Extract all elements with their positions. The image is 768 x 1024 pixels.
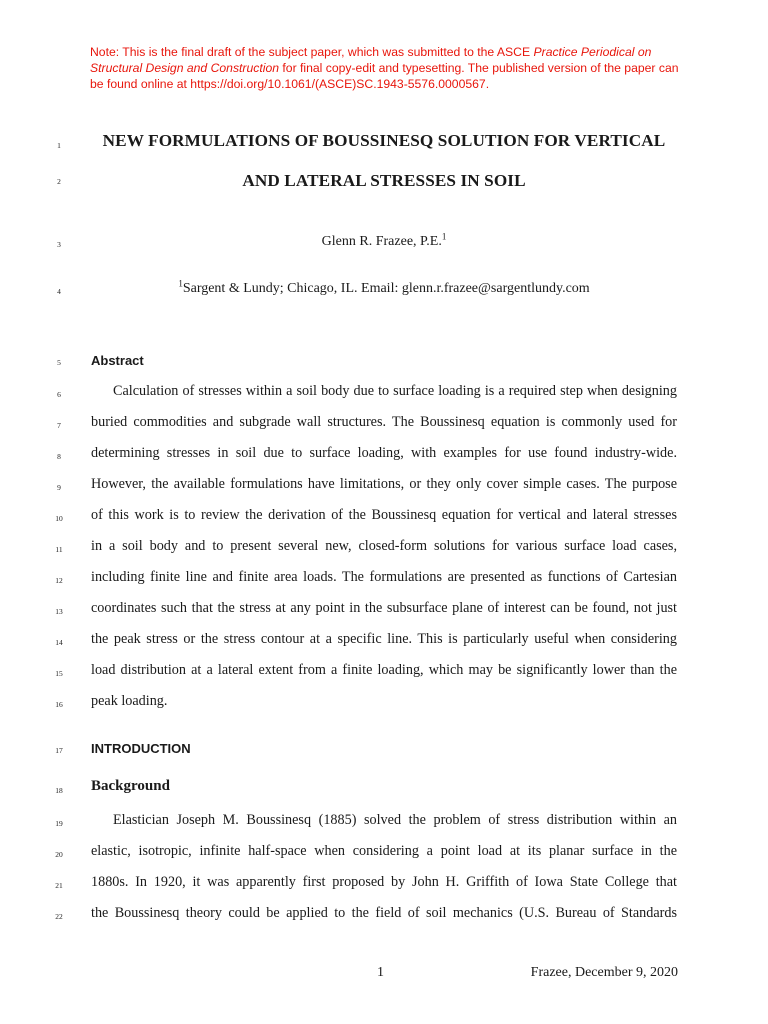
background-line: the Boussinesq theory could be applied to the field of soil mechanics (U.S. Bureau of Standards — [91, 905, 677, 921]
paper-title-line-1: NEW FORMULATIONS OF BOUSSINESQ SOLUTION FOR VERTICAL — [102, 131, 666, 150]
line-number: 11 — [55, 545, 63, 554]
line-number: 3 — [57, 240, 61, 249]
author — [80, 231, 688, 250]
line-number: 19 — [55, 819, 63, 828]
line-number: 1 — [57, 141, 61, 150]
abstract-line: However, the available formulations have limitations, or they only cover simple cases. The purpose — [91, 476, 677, 492]
affiliation-text: Sargent & Lundy; Chicago, IL. Email: glenn.r.frazee@sargentlundy.com — [182, 281, 590, 296]
abstract-line: including finite line and finite area loads. The formulations are presented as functions of Cartesian — [91, 569, 677, 585]
line-number: 7 — [57, 421, 61, 430]
abstract-line: peak loading. — [91, 693, 168, 709]
note-text-1: Note: This is the final draft of the subject paper, which was submitted to the ASCE — [90, 45, 534, 59]
note-text-2: for final copy-edit and typesetting. The published version of the paper can be found online at https://doi.org/10.1061/(ASCE)SC.1943-5576.0000567. — [90, 61, 679, 91]
abstract-line: coordinates such that the stress at any point in the subsurface plane of interest can be found, not just — [91, 600, 677, 616]
line-number: 18 — [55, 786, 63, 795]
abstract-line: in a soil body and to present several new, closed-form solutions for various surface load cases, — [91, 538, 677, 554]
line-number: 22 — [55, 912, 63, 921]
abstract-line: determining stresses in soil due to surface loading, with examples for use found industry-wide. — [91, 445, 677, 461]
publication-note — [90, 44, 690, 92]
line-number: 14 — [55, 638, 63, 647]
line-number: 5 — [57, 358, 61, 367]
background-line: Elastician Joseph M. Boussinesq (1885) solved the problem of stress distribution within an — [113, 812, 677, 828]
line-number: 15 — [55, 669, 63, 678]
line-number: 13 — [55, 607, 63, 616]
line-number: 4 — [57, 287, 61, 296]
abstract-line: Calculation of stresses within a soil body due to surface loading is a required step when designing — [113, 383, 677, 399]
page-number: 1 — [377, 965, 384, 980]
background-line: 1880s. In 1920, it was apparently first proposed by John H. Griffith of Iowa State College that — [91, 874, 677, 890]
abstract-line: buried commodities and subgrade wall structures. The Boussinesq equation is commonly used for — [91, 414, 677, 430]
line-number: 6 — [57, 390, 61, 399]
introduction-heading: INTRODUCTION — [91, 741, 191, 756]
paper-title-line-2: AND LATERAL STRESSES IN SOIL — [242, 171, 526, 190]
background-heading: Background — [91, 778, 170, 794]
background-line: elastic, isotropic, infinite half-space when considering a point load at its planar surface in the — [91, 843, 677, 859]
abstract-heading: Abstract — [91, 353, 144, 368]
line-number: 20 — [55, 850, 63, 859]
line-number: 12 — [55, 576, 63, 585]
footer-author-date: Frazee, December 9, 2020 — [530, 965, 678, 980]
line-number: 2 — [57, 177, 61, 186]
line-number: 8 — [57, 452, 61, 461]
abstract-line: load distribution at a lateral extent from a finite loading, which may be significantly lower than the — [91, 662, 677, 678]
affiliation-sup: 1 — [178, 278, 183, 289]
abstract-line: the peak stress or the stress contour at a specific line. This is particularly useful when considering — [91, 631, 677, 647]
author-sup: 1 — [441, 231, 447, 242]
affiliation — [80, 278, 688, 297]
line-number: 9 — [57, 483, 61, 492]
line-number: 17 — [55, 746, 63, 755]
note-journal: Practice Periodical on Structural Design and Construction — [90, 45, 652, 75]
line-number: 10 — [55, 514, 63, 523]
author-name: Glenn R. Frazee, P.E. — [321, 234, 442, 249]
line-number: 16 — [55, 700, 63, 709]
abstract-line: of this work is to review the derivation of the Boussinesq equation for vertical and lateral stresses — [91, 507, 677, 523]
line-number: 21 — [55, 881, 63, 890]
